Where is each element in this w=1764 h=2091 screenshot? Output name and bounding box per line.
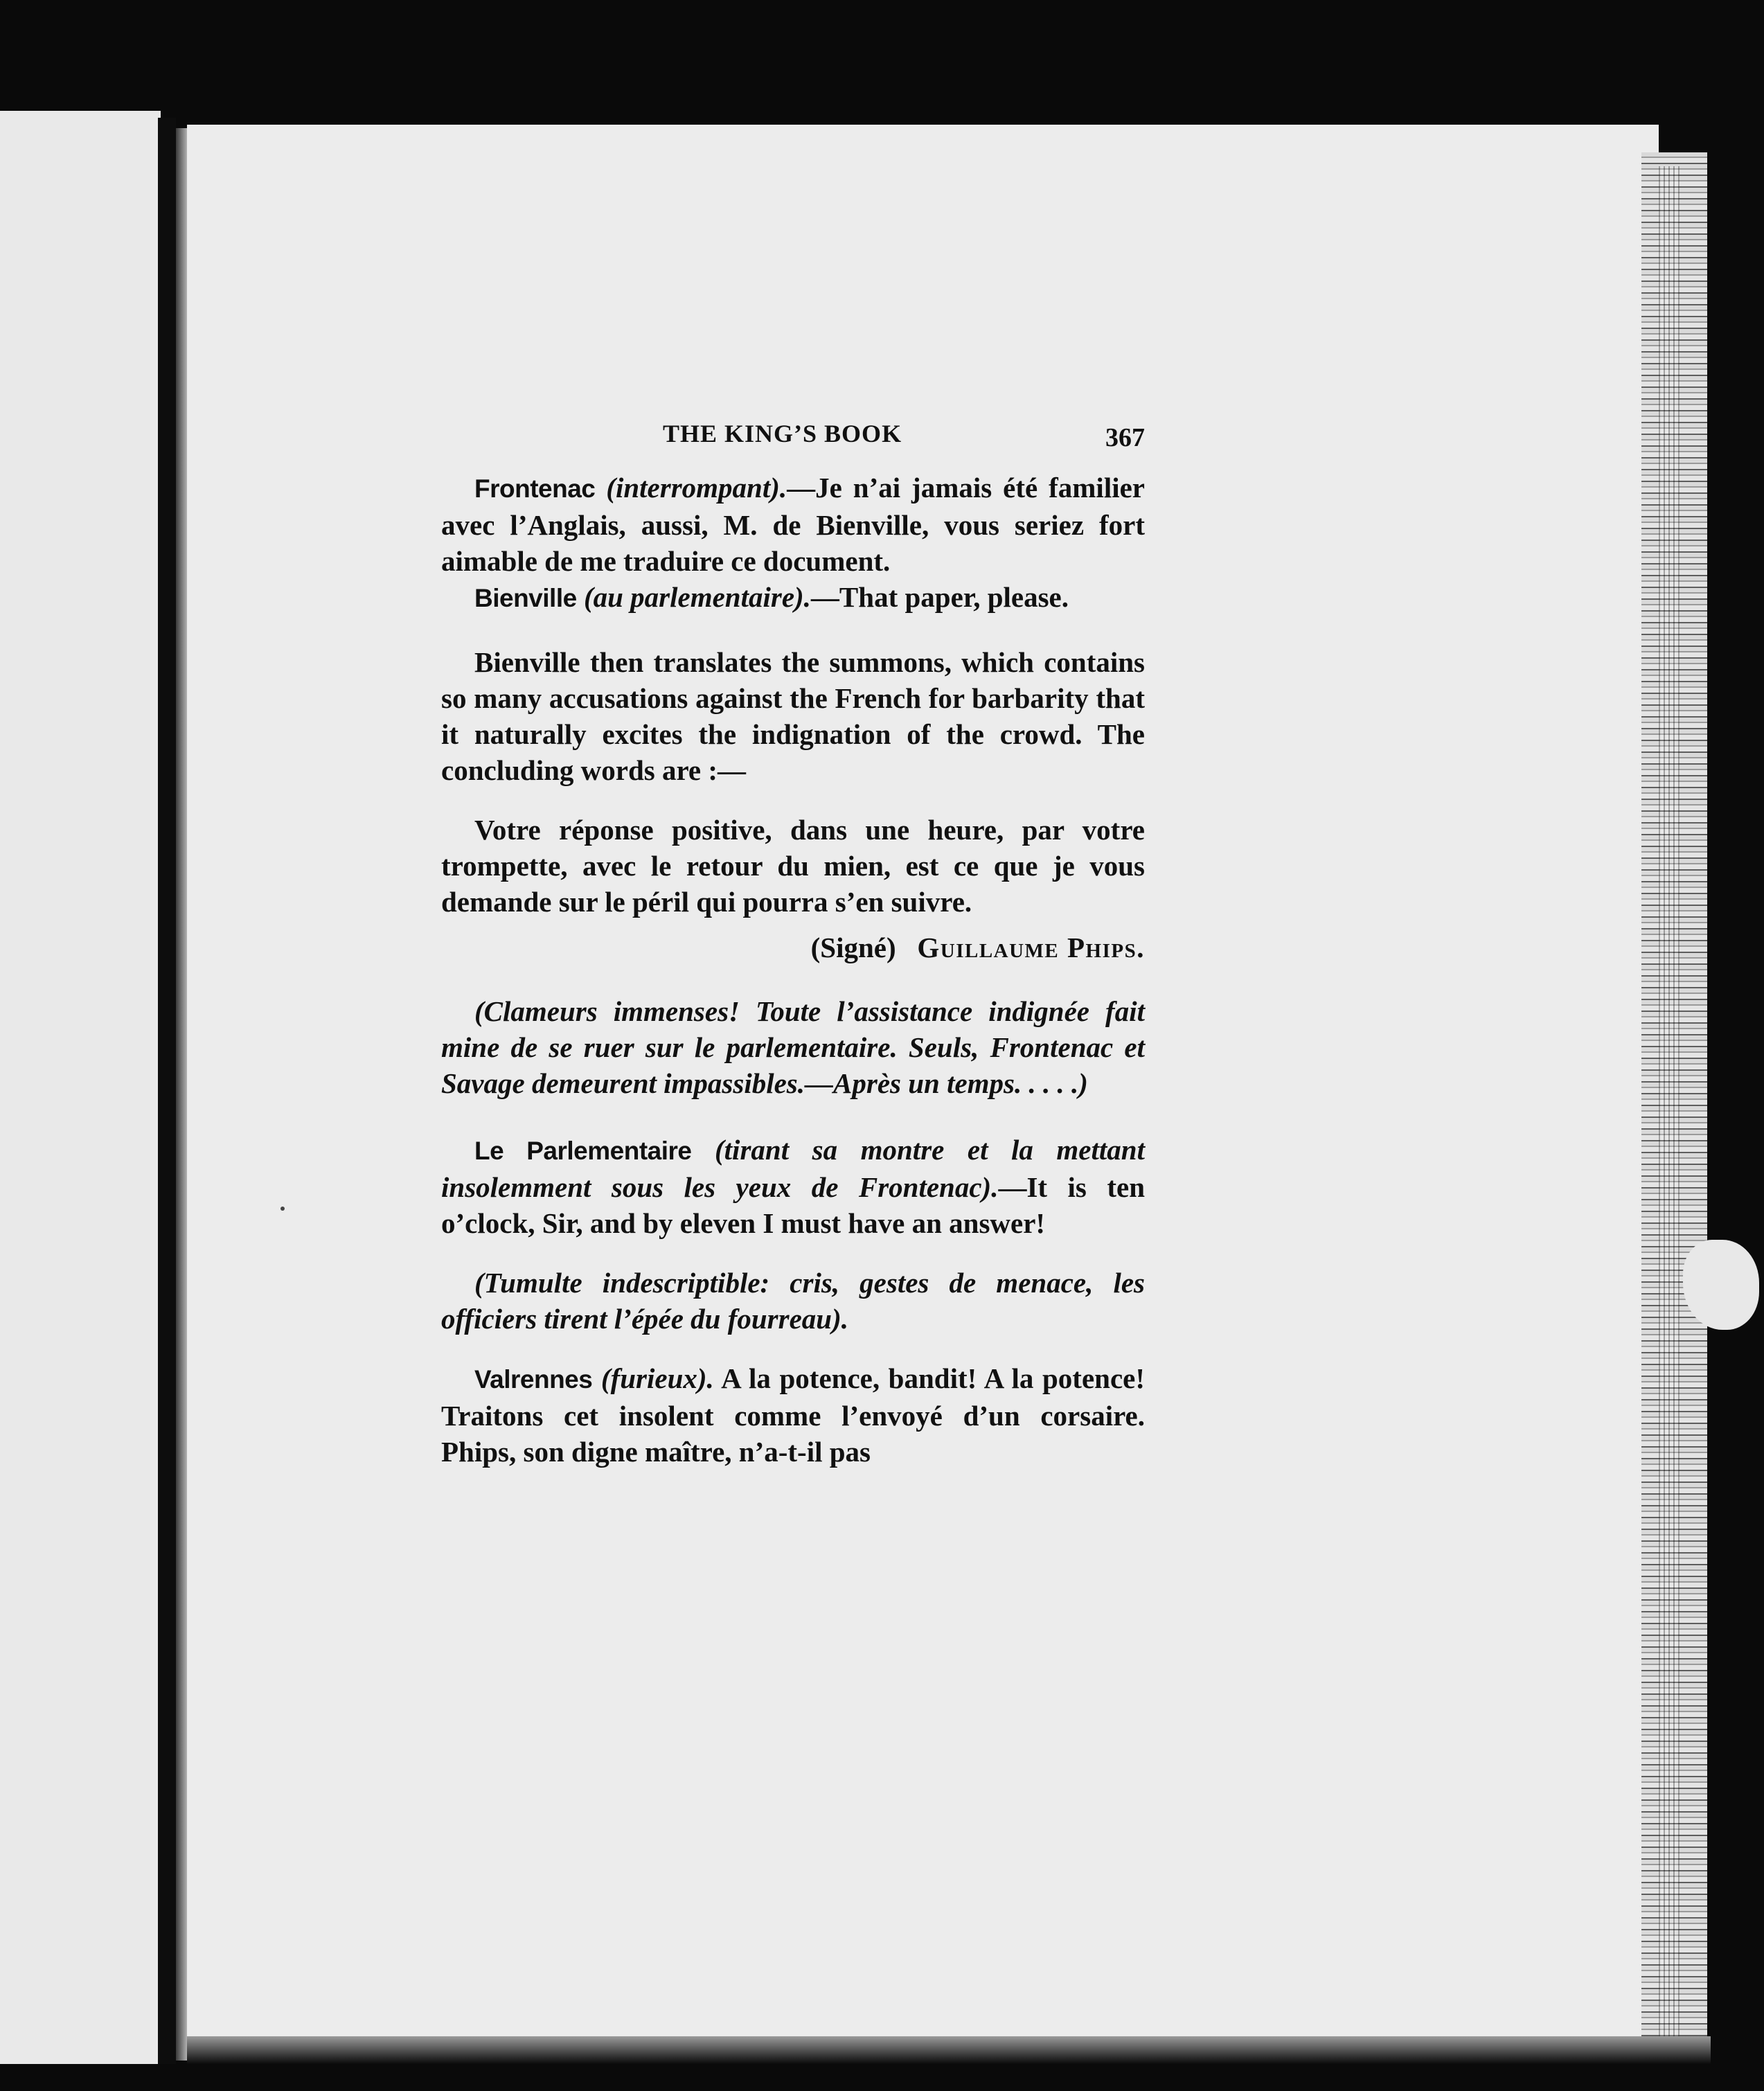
- speaker-name: Frontenac: [474, 474, 596, 503]
- paragraph-summons-quote: Votre réponse positive, dans une heure, par votre trompette, avec le retour du mien, est ce que je vous demande sur le péril qui pourra s’en suivre.: [441, 814, 1145, 918]
- signature-name: Guillaume Phips.: [917, 932, 1145, 963]
- dialogue-text: —That paper, please.: [810, 581, 1069, 613]
- bottom-shadow: [187, 2036, 1711, 2064]
- running-head-title: THE KING’S BOOK: [663, 420, 902, 447]
- speaker-name: Bienville: [474, 584, 577, 612]
- paragraph-parlementaire: [441, 1132, 1145, 1241]
- dialogue-text: —Je n’ai jamais été familier avec l’Anglais, aussi, M. de Bienville, vous seriez fort aimable de me traduire ce document.: [441, 472, 1146, 577]
- dialogue-text: —It is ten o’clock, Sir, and by eleven I must have an answer!: [441, 1171, 1145, 1239]
- stage-direction-clameurs: (Clameurs immenses! Toute l’assistance indignée fait mine de se ruer sur le parlementaire. Seuls, Frontenac et Savage demeurent impassibles.—Après un temps. . . . .): [441, 995, 1145, 1099]
- speaker-name: Valrennes: [474, 1365, 593, 1394]
- signature-line: [441, 929, 1145, 966]
- paragraph-bienville: [441, 579, 1145, 616]
- torn-paper-tab: [1683, 1240, 1759, 1330]
- stage-direction-tumulte: (Tumulte indescriptible: cris, gestes de menace, les officiers tirent l’épée du fourreau).: [441, 1267, 1145, 1335]
- left-page-margin: [0, 111, 161, 2064]
- speaker-name: Le Parlementaire: [474, 1137, 692, 1165]
- running-head: [441, 416, 1145, 459]
- speck: [280, 1207, 285, 1211]
- stage-direction: (furieux).: [600, 1362, 714, 1394]
- text-column: [441, 416, 1145, 1470]
- stage-direction: (tirant sa montre et la mettant insolemment sous les yeux de Frontenac).: [441, 1134, 1145, 1203]
- stage-direction: (interrompant).: [606, 472, 787, 504]
- page-edges-texture: [1659, 166, 1680, 2050]
- book-gutter: [158, 118, 176, 2064]
- stage-direction: (au parlementaire).: [583, 581, 811, 613]
- dialogue-text: A la potence, bandit! A la potence! Traitons cet insolent comme l’envoyé d’un corsaire. Phips, son digne maître, n’a-t-il pas: [441, 1362, 1145, 1468]
- signature-prefix: (Signé): [810, 932, 896, 963]
- page-number: 367: [1105, 423, 1145, 452]
- paragraph-frontenac: [441, 470, 1145, 579]
- paragraph-valrennes: [441, 1360, 1145, 1470]
- paragraph-narration: Bienville then translates the summons, which contains so many accusations against the French for barbarity that it naturally excites the indignation of the crowd. The concluding words are :—: [441, 646, 1145, 786]
